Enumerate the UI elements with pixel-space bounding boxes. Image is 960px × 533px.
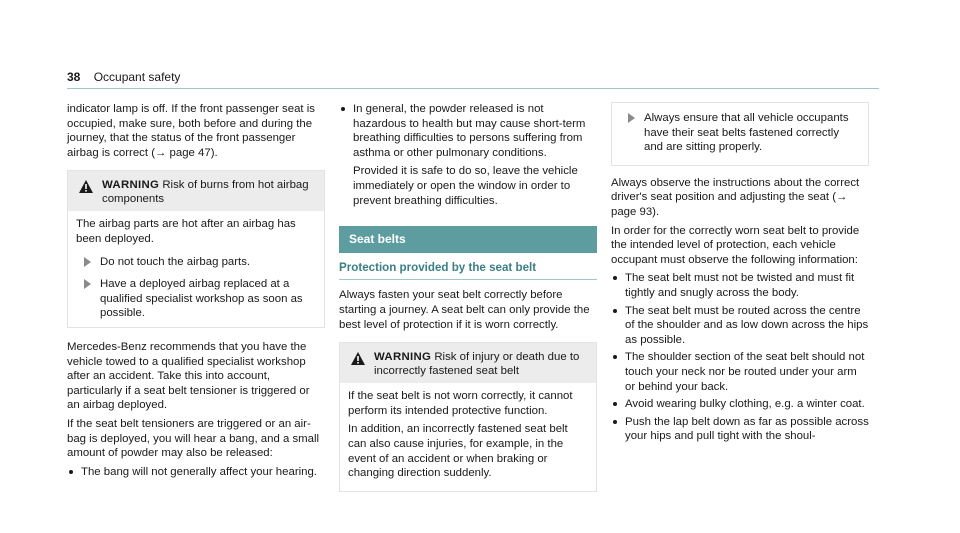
step-item xyxy=(76,277,316,321)
warning-text: The airbag parts are hot after an airbag has been deployed. xyxy=(76,218,296,245)
list-item xyxy=(339,102,597,208)
warning-title: Risk of burns from hot airbag components xyxy=(102,179,309,206)
list-item: Push the lap belt down as far as possible across your hips and pull tight with the shoul- xyxy=(611,415,869,444)
list-item: The seat belt must be routed across the centre of the shoulder and as low down across the hips as possible. xyxy=(611,304,869,348)
info-box xyxy=(611,102,869,166)
page-header xyxy=(67,70,180,84)
header-rule xyxy=(67,88,879,89)
warning-box xyxy=(67,170,325,328)
warning-label: WARNING xyxy=(374,351,432,364)
list-item-continuation: Provided it is safe to do so, leave the vehicle immediately or open the window in order to prevent breathing difficulties. xyxy=(353,165,578,207)
section-name: Occupant safety xyxy=(93,70,181,84)
step-arrow-icon xyxy=(628,113,635,123)
step-text: Always ensure that all vehicle occupants have their seat belts fastened correctly and are sitting properly. xyxy=(644,112,849,154)
subheading: Protection provided by the seat belt xyxy=(339,261,597,281)
warning-icon xyxy=(79,180,93,193)
warning-label: WARNING xyxy=(102,179,160,192)
bullet-list xyxy=(611,271,869,444)
column-left xyxy=(67,102,325,482)
page-number: 38 xyxy=(67,70,81,84)
warning-header xyxy=(68,171,324,211)
warning-icon xyxy=(351,352,365,365)
list-item: The seat belt must not be twisted and must fit tightly and snugly across the body. xyxy=(611,271,869,300)
paragraph: If the seat belt tensioners are triggered or an air-bag is deployed, you will hear a bang, and a small amount of powder may also be released: xyxy=(67,417,320,460)
step-text: Do not touch the airbag parts. xyxy=(100,255,251,268)
warning-box xyxy=(339,342,597,492)
step-item xyxy=(76,255,316,270)
paragraph: Mercedes-Benz recommends that you have the vehicle towed to a qualified specialist workshop after an accident. Take this into account, particularly if a seat belt tensioner is triggered or an airbag deployed. xyxy=(67,340,310,412)
step-arrow-icon xyxy=(84,257,91,267)
step-arrow-icon xyxy=(84,279,91,289)
step-text: Have a deployed airbag replaced at a qualified specialist workshop as soon as possible. xyxy=(100,278,303,320)
bullet-list xyxy=(339,102,597,208)
paragraph: Always observe the instructions about the correct driver's seat position and adjusting the seat (→ page 93). xyxy=(611,176,860,218)
section-title: Seat belts xyxy=(339,226,597,253)
column-right xyxy=(611,102,869,447)
warning-body xyxy=(68,211,324,327)
paragraph: In order for the correctly worn seat belt to provide the intended level of protection, each vehicle occupant must observe the following information: xyxy=(611,224,860,266)
warning-text: In addition, an incorrectly fastened seat belt can also cause injuries, for example, in the event of an accident or when braking or changing direction suddenly. xyxy=(348,423,568,480)
warning-header xyxy=(340,343,596,383)
list-item: The shoulder section of the seat belt should not touch your neck nor be routed under your arm or behind your back. xyxy=(611,350,869,394)
step-item xyxy=(620,111,860,155)
list-item: Avoid wearing bulky clothing, e.g. a winter coat. xyxy=(611,397,869,412)
list-item-text: In general, the powder released is not hazardous to health but may cause short-term breathing difficulties to persons suffering from asthma or other pulmonary conditions. xyxy=(353,103,586,159)
warning-text: If the seat belt is not worn correctly, it cannot perform its intended protective function. xyxy=(348,390,573,417)
warning-body xyxy=(340,383,596,491)
column-middle xyxy=(339,102,597,504)
paragraph: indicator lamp is off. If the front passenger seat is occupied, make sure, both before and during the journey, that the status of the front passenger airbag is correct (→ page 47). xyxy=(67,103,315,159)
bullet-list xyxy=(67,465,325,480)
list-item: The bang will not generally affect your hearing. xyxy=(67,465,325,480)
warning-title: Risk of injury or death due to incorrectly fastened seat belt xyxy=(374,351,580,378)
paragraph: Always fasten your seat belt correctly before starting a journey. A seat belt can only provide the best level of protection if it is worn correctly. xyxy=(339,289,590,331)
